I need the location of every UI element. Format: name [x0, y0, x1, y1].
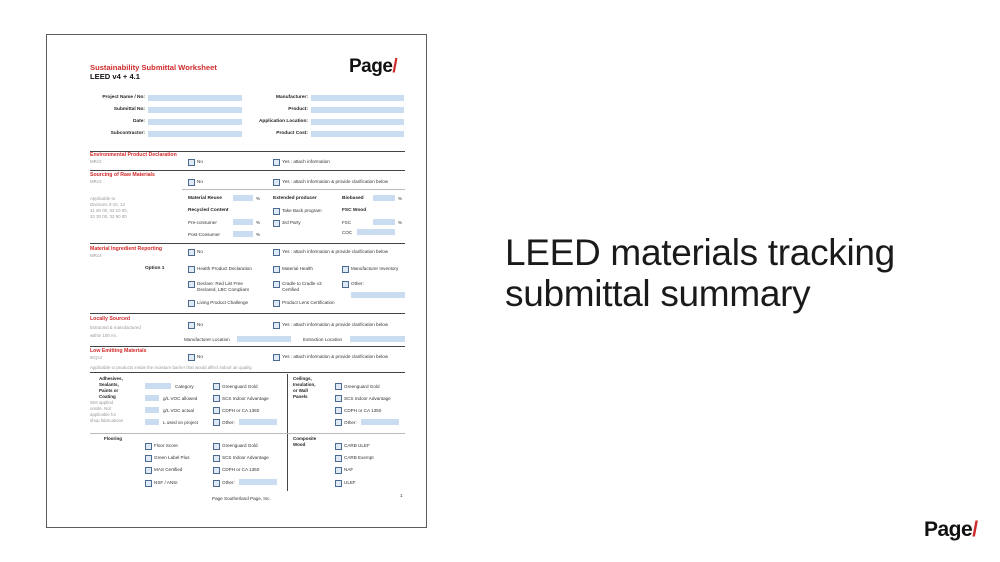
naf-checkbox[interactable] [335, 467, 342, 474]
product-lens-label: Product Lens Certification [282, 300, 335, 305]
cdph-label: CDPH or CA 1350 [222, 408, 260, 413]
mfr-location-input[interactable] [237, 336, 291, 342]
applicable-text: 31 60 00, 32 10 00, [90, 208, 128, 213]
material-health-label: Material Health [282, 266, 313, 271]
floor-other-checkbox[interactable] [213, 480, 220, 487]
fsc-wood-label: FSC Wood [342, 208, 367, 213]
composite-label: Composite [293, 436, 317, 441]
floor-cdph-label: CDPH or CA 1350 [222, 467, 260, 472]
declare-checkbox[interactable] [188, 281, 195, 288]
ceiling-greenguard-checkbox[interactable] [335, 383, 342, 390]
percent-sign: % [398, 196, 403, 201]
emitting-code: IEQc2 [90, 355, 103, 360]
ingredient-no-label: No [197, 249, 203, 254]
emitting-no-checkbox[interactable] [188, 354, 195, 361]
voc-actual-label: g/L VOC actual [163, 408, 194, 413]
section-divider [90, 346, 405, 347]
sourcing-title: Sourcing of Raw Materials [90, 172, 155, 178]
fsc-label: FSC [342, 220, 352, 225]
epd-title: Environmental Product Declaration [90, 152, 177, 158]
emitting-yes-checkbox[interactable] [273, 354, 280, 361]
living-product-checkbox[interactable] [188, 300, 195, 307]
document-logo [349, 57, 397, 76]
adhesives-label: Adhesives, [99, 376, 123, 381]
local-desc: Extracted & manufactured [90, 325, 141, 330]
material-health-checkbox[interactable] [273, 266, 280, 273]
submittal-no-input[interactable] [148, 107, 242, 113]
take-back-label: Take Back program [282, 208, 322, 213]
declare-label: Declare: Red List Free [197, 281, 243, 286]
wet-applied-text: shop fabrications [90, 418, 124, 423]
adhesives-other-input[interactable] [239, 419, 277, 425]
local-desc: within 100 mi. [90, 333, 117, 338]
wet-applied-text: Wet applied [90, 400, 114, 405]
brand-logo [924, 518, 978, 542]
emitting-yes-label: Yes : attach information & provide clarification below [282, 354, 389, 359]
ingredient-other-input[interactable] [351, 292, 405, 298]
ceilings-label: Ceilings, [293, 376, 312, 381]
wet-applied-text: onsite. Not [90, 406, 111, 411]
l-used-input[interactable] [145, 419, 159, 425]
footer-company: Page Southerland Page, Inc. [212, 496, 271, 501]
section-divider [90, 372, 405, 373]
fsc-input[interactable] [373, 219, 395, 225]
flooring-label: Flooring [104, 436, 122, 441]
category-label: Category [175, 384, 194, 389]
ceiling-scs-checkbox[interactable] [335, 395, 342, 402]
category-input[interactable] [145, 383, 171, 389]
document-title: Sustainability Submittal Worksheet [90, 63, 217, 72]
epd-yes-checkbox[interactable] [273, 159, 280, 166]
brand-logo-word: Page [924, 518, 973, 541]
floor-score-label: Floor Score [154, 443, 178, 448]
sourcing-yes-label: Yes : attach information & provide clarification below [282, 179, 389, 184]
wet-applied-text: applicable for [90, 412, 117, 417]
slide-title [505, 232, 895, 314]
extraction-location-input[interactable] [350, 336, 405, 342]
subcontractor-input[interactable] [148, 131, 242, 137]
cradle-checkbox[interactable] [273, 281, 280, 288]
green-label-label: Green Label Plus [154, 455, 190, 460]
third-party-label: 3rd Party [282, 220, 301, 225]
cdph-checkbox[interactable] [213, 407, 220, 414]
adhesives-label: Paints or [99, 388, 119, 393]
floor-scs-label: SCS Indoor Advantage [222, 455, 269, 460]
biobased-label: Biobased [342, 196, 364, 201]
ceiling-scs-label: SCS Indoor Advantage [344, 396, 391, 401]
field-label-application: Application Location: [258, 119, 308, 124]
product-lens-checkbox[interactable] [273, 300, 280, 307]
slide-title-line-2: submittal summary [505, 273, 811, 314]
field-label-submittal: Submittal No: [113, 107, 145, 112]
ceiling-other-label: Other: [344, 420, 357, 425]
field-label-manufacturer: Manufacturer: [276, 95, 308, 100]
epd-code: MRc2 [90, 159, 102, 164]
ingredient-yes-label: Yes : attach information & provide clarification below [282, 249, 389, 254]
ceiling-greenguard-label: Greenguard Gold [344, 384, 380, 389]
emitting-no-label: No [197, 354, 203, 359]
floor-other-label: Other: [222, 480, 235, 485]
percent-sign: % [256, 220, 261, 225]
ingredient-yes-checkbox[interactable] [273, 249, 280, 256]
biobased-input[interactable] [373, 195, 395, 201]
floor-greenguard-checkbox[interactable] [213, 443, 220, 450]
nsf-label: NSF / ANSI [154, 480, 178, 485]
emitting-note: Applicable to products inside the moisture barrier that would affect indoor air quality. [90, 365, 253, 370]
percent-sign: % [398, 220, 403, 225]
voc-allowed-label: g/L VOC allowed [163, 396, 198, 401]
section-divider [90, 170, 405, 171]
ceiling-other-checkbox[interactable] [335, 419, 342, 426]
sourcing-yes-checkbox[interactable] [273, 179, 280, 186]
carb-ulef-label: CARB ULEF [344, 443, 370, 448]
local-yes-checkbox[interactable] [273, 322, 280, 329]
composite-label: Wood [293, 442, 306, 447]
recycled-content-label: Recycled Content [188, 208, 229, 213]
cradle-label: Certified [282, 287, 300, 292]
coc-label: COC [342, 230, 353, 235]
local-yes-label: Yes : attach information & provide clarification below [282, 322, 389, 327]
coc-input[interactable] [357, 229, 395, 235]
field-label-date: Date: [133, 119, 145, 124]
scs-label: SCS Indoor Advantage [222, 396, 269, 401]
date-input[interactable] [148, 119, 242, 125]
ingredient-code: MRc4 [90, 253, 102, 258]
manufacturer-input[interactable] [311, 95, 404, 101]
emitting-title: Low Emitting Materials [90, 348, 147, 354]
voc-actual-input[interactable] [145, 407, 159, 413]
table-line [182, 189, 405, 190]
carb-ulef-checkbox[interactable] [335, 443, 342, 450]
sourcing-no-checkbox[interactable] [188, 179, 195, 186]
floor-score-checkbox[interactable] [145, 443, 152, 450]
voc-allowed-input[interactable] [145, 395, 159, 401]
local-title: Locally Sourced [90, 316, 131, 322]
product-cost-input[interactable] [311, 131, 404, 137]
field-label-project: Project Name / No: [102, 95, 145, 100]
field-label-cost: Product Cost: [276, 131, 308, 136]
post-consumer-input[interactable] [233, 231, 253, 237]
ceilings-label: Panels [293, 394, 308, 399]
ceilings-label: or Wall [293, 388, 308, 393]
epd-no-label: No [197, 159, 203, 164]
applicable-text: Applicable to [90, 196, 116, 201]
field-label-product: Product: [288, 107, 308, 112]
mas-label: MAS Certified [154, 467, 183, 472]
brand-logo-slash: / [972, 518, 978, 541]
document-subtitle: LEED v4 + 4.1 [90, 72, 141, 81]
third-party-checkbox[interactable] [273, 220, 280, 227]
material-reuse-label: Material Reuse [188, 196, 222, 201]
naf-label: NAF [344, 467, 354, 472]
document-logo-word: Page [349, 56, 393, 77]
post-consumer-label: Post-Consumer [188, 232, 220, 237]
extraction-location-label: Extraction Location [303, 337, 343, 342]
adhesives-label: Sealants, [99, 382, 119, 387]
green-label-checkbox[interactable] [145, 455, 152, 462]
ingredient-other-label: Other: [351, 281, 364, 286]
project-name-input[interactable] [148, 95, 242, 101]
cradle-label: Cradle to Cradle v3 [282, 281, 322, 286]
extended-producer-label: Extended producer [273, 196, 317, 201]
ingredient-no-checkbox[interactable] [188, 249, 195, 256]
adhesives-label: Coating [99, 394, 116, 399]
application-location-input[interactable] [311, 119, 404, 125]
floor-cdph-checkbox[interactable] [213, 467, 220, 474]
section-divider [90, 313, 405, 314]
greenguard-label: Greenguard Gold [222, 384, 258, 389]
floor-other-input[interactable] [239, 479, 277, 485]
field-label-subcontractor: Subcontractor: [110, 131, 145, 136]
ingredient-other-checkbox[interactable] [342, 281, 349, 288]
local-no-label: No [197, 322, 203, 327]
slide-title-line-1: LEED materials tracking [505, 232, 895, 273]
floor-scs-checkbox[interactable] [213, 455, 220, 462]
epd-yes-label: Yes : attach information [282, 159, 330, 164]
ulef-checkbox[interactable] [335, 480, 342, 487]
greenguard-checkbox[interactable] [213, 383, 220, 390]
applicable-text: 32 30 00, 32 90 00 [90, 214, 127, 219]
mfr-location-label: Manufacturer Location [184, 337, 230, 342]
pre-consumer-label: Pre-consumer [188, 220, 217, 225]
mas-checkbox[interactable] [145, 467, 152, 474]
carb-exempt-label: CARB Exempt [344, 455, 374, 460]
carb-exempt-checkbox[interactable] [335, 455, 342, 462]
manufacturer-inventory-label: Manufacturer Inventory [351, 266, 399, 271]
sourcing-code: MRc3 [90, 179, 102, 184]
ceiling-cdph-label: CDPH or CA 1350 [344, 408, 382, 413]
floor-greenguard-label: Greenguard Gold [222, 443, 258, 448]
percent-sign: % [256, 232, 261, 237]
ingredient-title: Material Ingredient Reporting [90, 246, 163, 252]
pre-consumer-input[interactable] [233, 219, 253, 225]
l-used-label: L used on project [163, 420, 199, 425]
ceiling-other-input[interactable] [361, 419, 399, 425]
option-1-label: Option 1 [145, 266, 165, 271]
adhesives-other-checkbox[interactable] [213, 419, 220, 426]
sourcing-no-label: No [197, 179, 203, 184]
worksheet-document [46, 34, 427, 528]
scs-checkbox[interactable] [213, 395, 220, 402]
take-back-checkbox[interactable] [273, 208, 280, 215]
ceiling-cdph-checkbox[interactable] [335, 407, 342, 414]
section-divider [90, 243, 405, 244]
document-logo-slash: / [392, 56, 398, 77]
page-number: 1 [400, 493, 403, 498]
material-reuse-input[interactable] [233, 195, 253, 201]
adhesives-other-label: Other: [222, 420, 235, 425]
hpd-checkbox[interactable] [188, 266, 195, 273]
product-input[interactable] [311, 107, 404, 113]
nsf-checkbox[interactable] [145, 480, 152, 487]
hpd-label: Health Product Declaration [197, 266, 252, 271]
ceilings-label: Insulation, [293, 382, 316, 387]
living-product-label: Living Product Challenge [197, 300, 249, 305]
table-line [90, 433, 405, 434]
manufacturer-inventory-checkbox[interactable] [342, 266, 349, 273]
epd-no-checkbox[interactable] [188, 159, 195, 166]
percent-sign: % [256, 196, 261, 201]
applicable-text: Divisions 3-10, 12 [90, 202, 125, 207]
ulef-label: ULEF [344, 480, 356, 485]
local-no-checkbox[interactable] [188, 322, 195, 329]
declare-label: Declared, LBC Compliant [197, 287, 249, 292]
